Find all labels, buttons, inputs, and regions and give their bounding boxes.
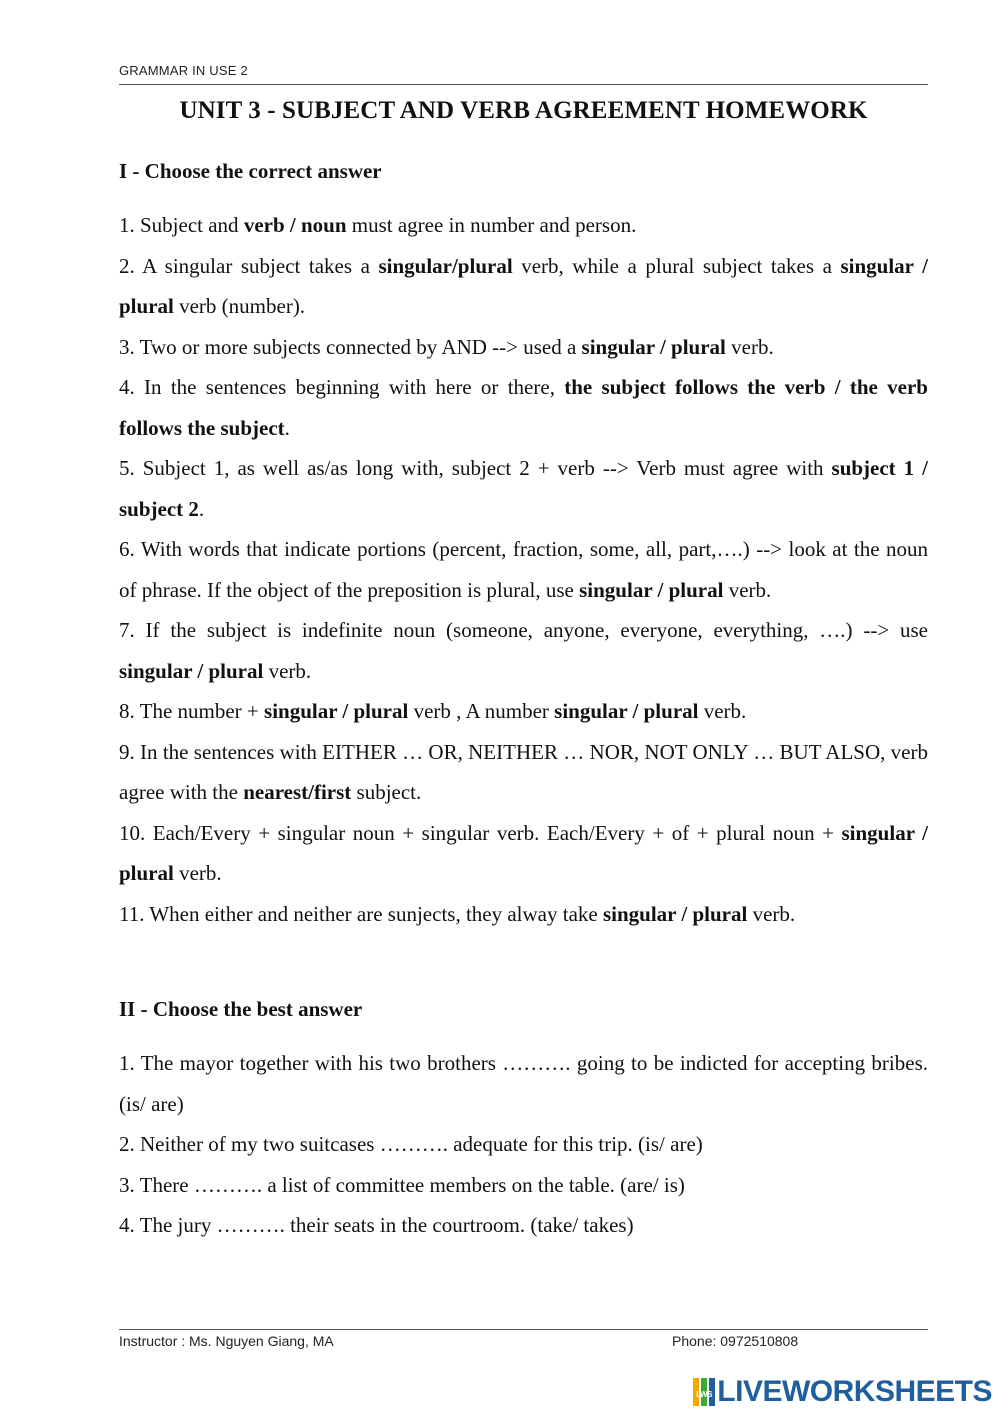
question-8: 8. The number + singular / plural verb , A number singular / plural verb. [119, 699, 747, 723]
watermark-text: LIVEWORKSHEETS [717, 1375, 992, 1408]
header-divider [119, 84, 928, 85]
question-3: 3. Two or more subjects connected by AND --> used a singular / plural verb. [119, 334, 774, 359]
section-2-items [119, 1043, 928, 1246]
question-1: 1. Subject and verb / noun must agree in number and person. [119, 213, 637, 237]
answer-choice[interactable]: verb / noun [243, 213, 347, 237]
liveworksheets-logo-icon [693, 1378, 715, 1406]
question-7: 7. If the subject is indefinite noun (someone, anyone, everyone, everything, ….) --> use singular / plural verb. [119, 618, 928, 683]
question-5: 5. Subject 1, as well as/as long with, subject 2 + verb --> Verb must agree with subject 1 / subject 2. [119, 456, 928, 521]
exercise-item: 1. The mayor together with his two brothers ………. going to be indicted for accepting bribes. (is/ are) [119, 1051, 928, 1116]
answer-choice[interactable]: singular / plural [119, 658, 264, 683]
answer-choice[interactable]: singular / plural [264, 699, 409, 723]
exercise-item: 3. There ………. a list of committee members on the table. (are/ is) [119, 1172, 685, 1197]
answer-choice[interactable]: the subject follows the verb / the verb follows the subject [119, 375, 928, 440]
liveworksheets-watermark[interactable] [693, 1375, 992, 1409]
question-11: 11. When either and neither are sunjects, they alway take singular / plural verb. [119, 901, 796, 926]
question-10: 10. Each/Every + singular noun + singular verb. Each/Every + of + plural noun + singular / plural verb. [119, 820, 928, 885]
answer-choice[interactable]: singular / plural [602, 901, 748, 926]
exercise-item: 4. The jury ………. their seats in the courtroom. (take/ takes) [119, 1213, 634, 1237]
section-1-heading: I - Choose the correct answer [119, 159, 382, 183]
section-1-items [119, 205, 928, 934]
answer-choice[interactable]: singular / plural [554, 699, 699, 723]
answer-choice[interactable]: singular / plural [581, 334, 726, 359]
answer-choice[interactable]: singular / plural [119, 820, 928, 885]
answer-choice[interactable]: singular/plural [378, 253, 513, 278]
exercise-item: 2. Neither of my two suitcases ………. adequate for this trip. (is/ are) [119, 1132, 703, 1156]
footer-divider [119, 1329, 928, 1330]
answer-choice[interactable]: singular / plural [579, 577, 724, 602]
footer-phone: Phone: 0972510808 [672, 1333, 799, 1349]
question-2: 2. A singular subject takes a singular/plural verb, while a plural subject takes a singular / plural verb (number). [119, 253, 928, 318]
header-label: GRAMMAR IN USE 2 [119, 63, 248, 78]
section-2-heading: II - Choose the best answer [119, 997, 363, 1021]
answer-choice[interactable]: nearest/first [243, 780, 352, 804]
footer-instructor: Instructor : Ms. Nguyen Giang, MA [119, 1333, 334, 1349]
answer-choice[interactable]: subject 1 / subject 2 [119, 456, 928, 521]
logo-letters: LWS [696, 1390, 713, 1399]
page-title: UNIT 3 - SUBJECT AND VERB AGREEMENT HOMEWORK [179, 97, 868, 124]
question-9: 9. In the sentences with EITHER … OR, NEITHER … NOR, NOT ONLY … BUT ALSO, verb agree with the nearest/first subject. [119, 739, 928, 804]
question-6: 6. With words that indicate portions (percent, fraction, some, all, part,….) --> look at the noun of phrase. If the object of the preposition is plural, use singular / plural verb. [119, 537, 928, 602]
answer-choice[interactable]: singular / plural [119, 253, 928, 318]
question-4: 4. In the sentences beginning with here or there, the subject follows the verb / the verb follows the subject. [119, 375, 928, 440]
